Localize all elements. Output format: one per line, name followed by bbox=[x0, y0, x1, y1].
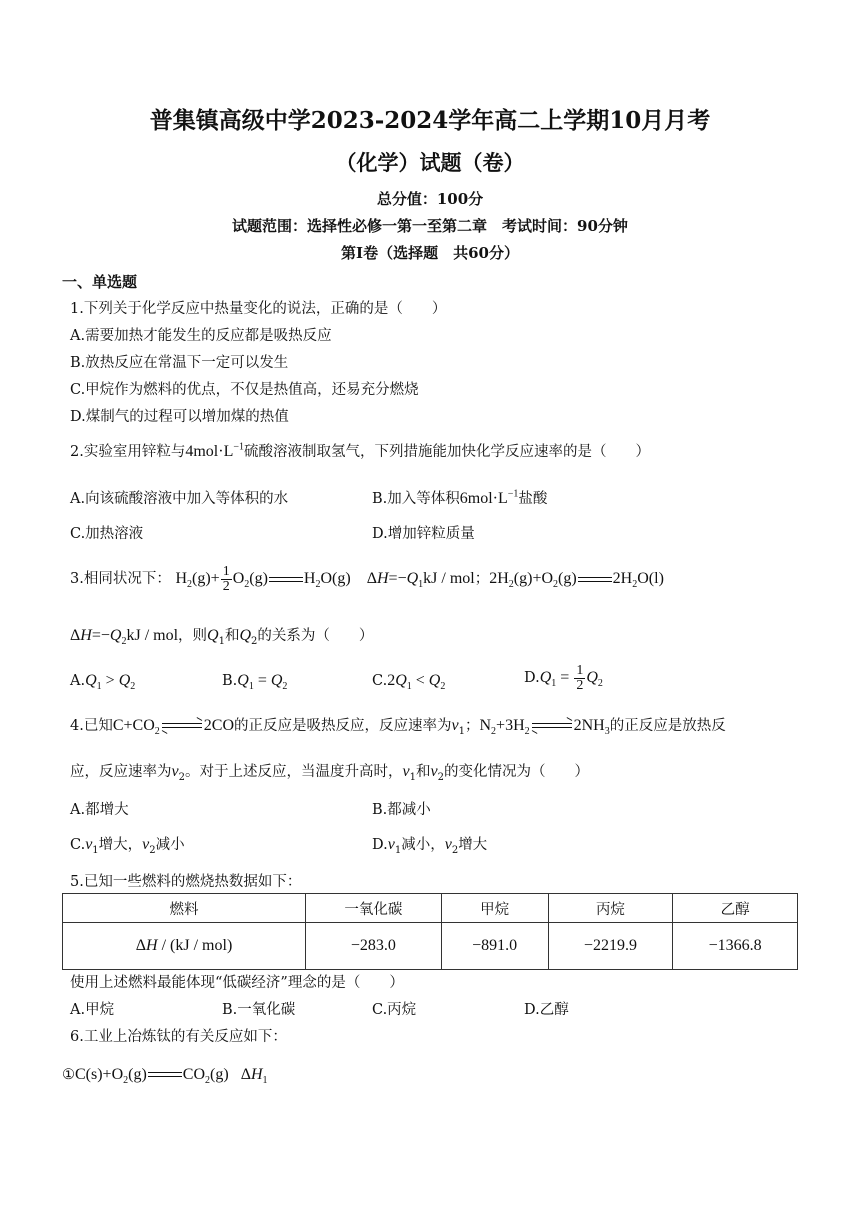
table-cell: −283.0 bbox=[306, 923, 442, 970]
q5-option-b: B.一氧化碳 bbox=[222, 1002, 296, 1018]
q3-option-b: $B.Q_1 = Q_2$ bbox=[222, 672, 288, 693]
q2-concentration: $4mol\cdot L^{-1}$ bbox=[185, 441, 244, 460]
q3-option-c: $C.2Q_1 < Q_2$ bbox=[372, 672, 446, 693]
table-header-cell: 丙烷 bbox=[548, 894, 673, 923]
q5-option-a: A.甲烷 bbox=[70, 1002, 115, 1018]
table-cell: −2219.9 bbox=[548, 923, 673, 970]
q1-option-d: D.煤制气的过程可以增加煤的热值 bbox=[70, 409, 289, 425]
table-cell: −1366.8 bbox=[673, 923, 798, 970]
q3-equation-1: $H_2(g)+$ $\frac{1}{2}$ $O_2(g)$ $H_2O(g)$ $\Delta H=-Q_1kJ$ / mol bbox=[175, 564, 475, 594]
q3-stem-line2: $\Delta H=-Q_2kJ$ / mol，则$Q_1$和$Q_2$的关系为（ ） bbox=[70, 627, 374, 648]
q2-option-d: D.增加锌粒质量 bbox=[372, 526, 475, 542]
q4-stem: 4.已知$C+CO_2$ 2CO的正反应是吸热反应，反应速率为$v_1$；$N_2+3H_2$ $2NH_3$的正反应是放热反 bbox=[70, 717, 726, 738]
table-cell: −891.0 bbox=[441, 923, 548, 970]
q4-option-a: A.都增大 bbox=[70, 802, 129, 818]
q2-option-c: C.加热溶液 bbox=[70, 526, 144, 542]
exam-subtitle: （化学）试题（卷） bbox=[335, 150, 525, 175]
q2-option-b: B.加入等体积$6mol\cdot L^{-1}$盐酸 bbox=[372, 488, 548, 507]
q5-option-c: C.丙烷 bbox=[372, 1002, 417, 1018]
exam-scope: 试题范围：选择性必修一第一至第二章 考试时间：90分钟 bbox=[232, 217, 628, 235]
q5-stem: 5.已知一些燃料的燃烧热数据如下： bbox=[70, 874, 302, 890]
q1-option-c: C.甲烷作为燃料的优点，不仅是热值高，还易充分燃烧 bbox=[70, 382, 419, 398]
section-heading: 一、单选题 bbox=[62, 273, 138, 291]
q3-option-d: $D.Q_1$ = $\frac{1}{2}$ $Q_2$ bbox=[524, 663, 603, 693]
q5-option-d: D.乙醇 bbox=[524, 1002, 569, 1018]
q1-option-a: A.需要加热才能发生的反应都是吸热反应 bbox=[70, 328, 332, 344]
q6-equation-1: $①C(s)+O_2(g)$ $CO_2(g)$ $\Delta H_1$ bbox=[62, 1066, 268, 1087]
q4-stem-line2: 应，反应速率为$v_2$。对于上述反应，当温度升高时，$v_1$和$v_2$的变化情况为（ ） bbox=[70, 763, 589, 783]
q4-option-b: B.都减小 bbox=[372, 802, 431, 818]
q4-option-d: $D.v_1$减小，$v_2$增大 bbox=[372, 836, 488, 856]
table-header-cell: 甲烷 bbox=[441, 894, 548, 923]
q1-stem: 1.下列关于化学反应中热量变化的说法，正确的是（ ） bbox=[70, 301, 447, 317]
combustion-heat-table bbox=[62, 893, 798, 970]
table-row bbox=[63, 923, 798, 970]
q3-stem: 3.相同状况下： $H_2(g)+$ $\frac{1}{2}$ $O_2(g)$ $H_2O(g)$ $\Delta H=-Q_1kJ$ / mol；$2H_2(g)+O_2(g)$ $2H_2O(l)$ bbox=[70, 564, 664, 594]
q2-option-a: A.向该硫酸溶液中加入等体积的水 bbox=[70, 491, 289, 507]
q3-equation-2: $2H_2(g)+O_2(g)$ $2H_2O(l)$ bbox=[489, 570, 664, 591]
table-row-label: ΔH / (kJ / mol) bbox=[63, 923, 306, 970]
volume-heading: 第I卷（选择题 共60分） bbox=[341, 244, 519, 262]
q1-option-b: B.放热反应在常温下一定可以发生 bbox=[70, 355, 289, 371]
table-header-cell: 一氧化碳 bbox=[306, 894, 442, 923]
q2-stem: 2.实验室用锌粒与$4mol\cdot L^{-1}$硫酸溶液制取氢气，下列措施能加快化学反应速率的是（ ） bbox=[70, 441, 650, 460]
q6-stem: 6.工业上冶炼钛的有关反应如下： bbox=[70, 1029, 287, 1045]
q4-equation-2: $N_2+3H_2$ $2NH_3$ bbox=[479, 717, 610, 738]
exam-title: 普集镇高级中学2023-2024学年高二上学期10月月考 bbox=[149, 107, 711, 134]
table-header-cell: 乙醇 bbox=[673, 894, 798, 923]
table-header-cell: 燃料 bbox=[63, 894, 306, 923]
q3-option-a: $A.Q_1 > Q_2$ bbox=[70, 672, 136, 693]
q4-equation-1: $C+CO_2$ 2CO bbox=[112, 717, 234, 738]
q5-question: 使用上述燃料最能体现“低碳经济”理念的是（ ） bbox=[70, 975, 404, 991]
table-header-row bbox=[63, 894, 798, 923]
q4-option-c: $C.v_1$增大，$v_2$减小 bbox=[70, 836, 185, 856]
total-score: 总分值：100分 bbox=[376, 190, 484, 208]
